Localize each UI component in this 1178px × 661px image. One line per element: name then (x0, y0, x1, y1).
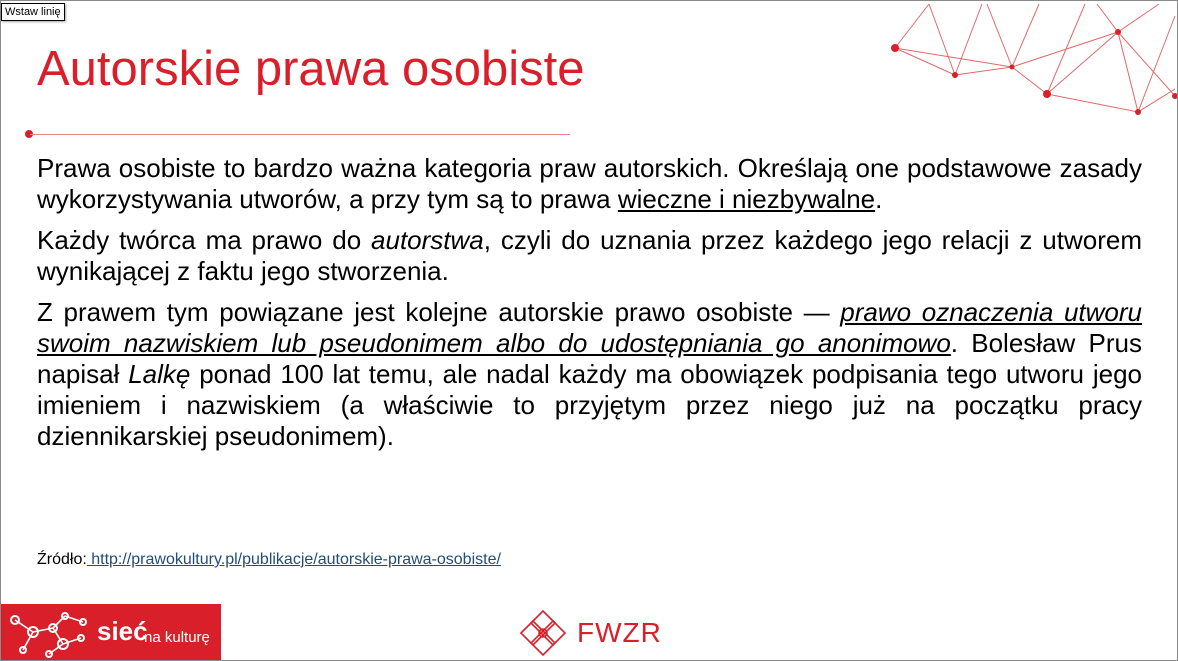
insert-line-tooltip: Wstaw linię (1, 3, 65, 21)
source-link[interactable]: http://prawokultury.pl/publikacje/autorskie-prawa-osobiste/ (86, 551, 501, 568)
logo-siec-text: sieć (97, 616, 148, 646)
paragraph-3-italic-underlined: prawo oznaczenia utworu swoim nazwiskiem lub pseudonimem albo do udostępniania go anonimowo (37, 297, 1142, 358)
fwzr-text: FWZR (577, 617, 662, 648)
logo-na-kulture-text: na kulturę (144, 629, 210, 646)
fwzr-logo (517, 607, 667, 659)
slide-body-textbox[interactable] (37, 153, 1142, 462)
paragraph-1-text: Prawa osobiste to bardzo ważna kategoria praw autorskich. Określają one podstawowe zasady wykorzystywania utworów, a przy tym są to prawa (37, 153, 1142, 214)
siec-na-kulture-logo (1, 604, 221, 661)
paragraph-1 (37, 153, 1142, 215)
paragraph-2 (37, 225, 1142, 287)
paragraph-3-text: Z prawem tym powiązane jest kolejne autorskie prawo osobiste — (37, 297, 841, 327)
paragraph-2-italic: autorstwa (371, 225, 484, 255)
paragraph-1-end: . (875, 184, 883, 214)
paragraph-3-end: ponad 100 lat temu, ale nadal każdy ma obowiązek podpisania tego utworu jego imieniem i nazwiskiem (a właściwie to przyjętym przez niego już na początku pracy dziennikarskiej pseudonimem). (37, 359, 1142, 451)
paragraph-2-text: Każdy twórca ma prawo do (37, 225, 372, 255)
paragraph-3-mid: . Bolesław Prus napisał (37, 328, 1142, 389)
paragraph-3 (37, 297, 1142, 452)
network-molecule-icon (3, 604, 95, 661)
slide-title[interactable]: Autorskie prawa osobiste (37, 42, 585, 96)
paragraph-2-end: , czyli do uznania przez każdego jego relacji z utworem wynikającej z faktu jego stworzenia. (37, 225, 1142, 286)
title-underline (30, 134, 570, 135)
source-label: Źródło: (37, 551, 87, 568)
paragraph-3-italic: Lalkę (128, 359, 191, 389)
fwzr-flower-icon (517, 607, 569, 659)
decorative-network-graphic (887, 1, 1177, 121)
paragraph-1-underlined: wieczne i niezbywalne (617, 184, 876, 214)
source-line (37, 551, 501, 569)
